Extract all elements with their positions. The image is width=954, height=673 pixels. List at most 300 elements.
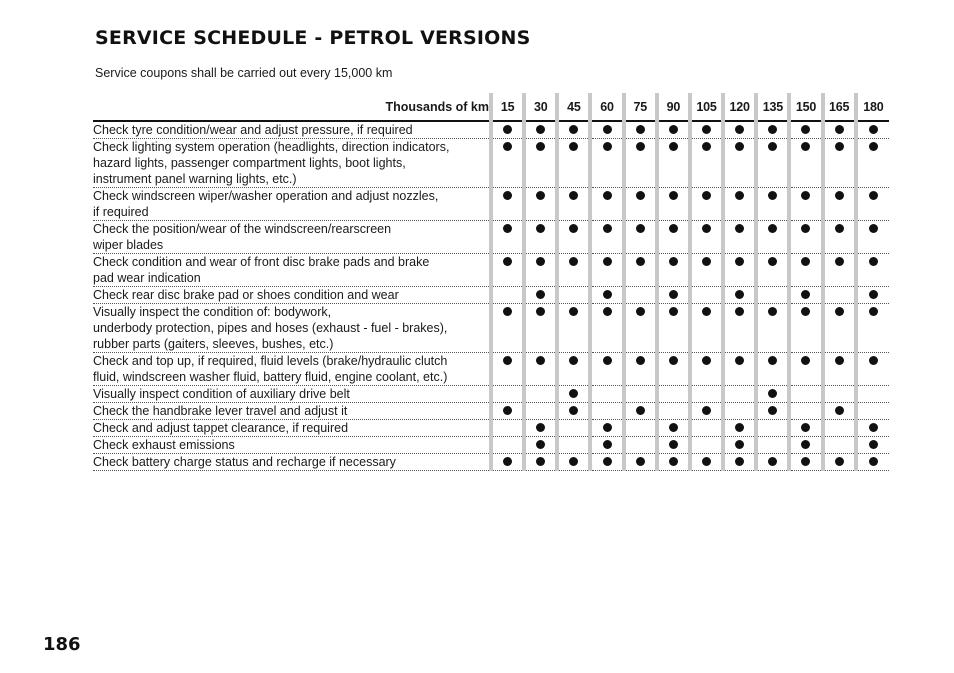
task-text-line: Check lighting system operation (headlights, direction indicators, <box>93 140 450 154</box>
schedule-cell <box>491 403 524 420</box>
schedule-cell <box>624 420 657 437</box>
service-schedule-table <box>93 93 889 471</box>
scheduled-dot-icon <box>702 191 711 200</box>
schedule-cell <box>524 437 557 454</box>
scheduled-dot-icon <box>801 290 810 299</box>
schedule-cell <box>690 287 723 304</box>
km-column-header: 75 <box>624 93 657 121</box>
km-column-header: 90 <box>657 93 690 121</box>
schedule-cell <box>690 386 723 403</box>
scheduled-dot-icon <box>768 457 777 466</box>
scheduled-dot-icon <box>636 257 645 266</box>
schedule-cell <box>756 188 789 221</box>
scheduled-dot-icon <box>768 191 777 200</box>
schedule-cell <box>723 121 756 139</box>
scheduled-dot-icon <box>636 406 645 415</box>
scheduled-dot-icon <box>702 307 711 316</box>
scheduled-dot-icon <box>536 356 545 365</box>
schedule-cell <box>690 221 723 254</box>
task-description <box>93 420 491 437</box>
km-header-label: Thousands of km <box>93 93 491 121</box>
scheduled-dot-icon <box>801 440 810 449</box>
schedule-cell <box>491 304 524 353</box>
scheduled-dot-icon <box>636 457 645 466</box>
scheduled-dot-icon <box>569 457 578 466</box>
scheduled-dot-icon <box>735 257 744 266</box>
schedule-cell <box>823 437 856 454</box>
schedule-cell <box>491 121 524 139</box>
table-row <box>93 353 889 386</box>
task-description <box>93 121 491 139</box>
schedule-cell <box>590 353 623 386</box>
task-text-line: Check battery charge status and recharge if necessary <box>93 455 396 469</box>
schedule-cell <box>756 386 789 403</box>
scheduled-dot-icon <box>869 356 878 365</box>
scheduled-dot-icon <box>503 457 512 466</box>
schedule-cell <box>657 353 690 386</box>
scheduled-dot-icon <box>735 307 744 316</box>
schedule-cell <box>789 454 822 471</box>
schedule-cell <box>856 454 889 471</box>
scheduled-dot-icon <box>869 257 878 266</box>
schedule-cell <box>756 221 789 254</box>
schedule-cell <box>723 420 756 437</box>
schedule-cell <box>723 403 756 420</box>
schedule-cell <box>590 420 623 437</box>
scheduled-dot-icon <box>636 307 645 316</box>
scheduled-dot-icon <box>503 142 512 151</box>
scheduled-dot-icon <box>801 457 810 466</box>
schedule-cell <box>491 420 524 437</box>
schedule-cell <box>723 353 756 386</box>
schedule-cell <box>789 139 822 188</box>
schedule-cell <box>657 254 690 287</box>
schedule-cell <box>624 437 657 454</box>
schedule-cell <box>823 420 856 437</box>
scheduled-dot-icon <box>603 142 612 151</box>
schedule-cell <box>524 221 557 254</box>
schedule-cell <box>856 121 889 139</box>
scheduled-dot-icon <box>835 224 844 233</box>
table-row <box>93 454 889 471</box>
schedule-cell <box>491 254 524 287</box>
km-column-header: 30 <box>524 93 557 121</box>
task-text-line: if required <box>93 205 149 219</box>
scheduled-dot-icon <box>503 191 512 200</box>
scheduled-dot-icon <box>536 125 545 134</box>
km-column-header: 105 <box>690 93 723 121</box>
scheduled-dot-icon <box>603 290 612 299</box>
schedule-cell <box>823 353 856 386</box>
schedule-cell <box>723 254 756 287</box>
schedule-cell <box>856 420 889 437</box>
scheduled-dot-icon <box>801 125 810 134</box>
task-description <box>93 287 491 304</box>
schedule-cell <box>491 353 524 386</box>
scheduled-dot-icon <box>536 191 545 200</box>
schedule-cell <box>789 304 822 353</box>
schedule-cell <box>624 121 657 139</box>
task-description <box>93 221 491 254</box>
schedule-cell <box>557 437 590 454</box>
schedule-cell <box>524 403 557 420</box>
schedule-cell <box>856 139 889 188</box>
schedule-cell <box>823 403 856 420</box>
schedule-cell <box>756 454 789 471</box>
task-text-line: Visually inspect condition of auxiliary drive belt <box>93 387 350 401</box>
task-text-line: wiper blades <box>93 238 164 252</box>
scheduled-dot-icon <box>768 406 777 415</box>
scheduled-dot-icon <box>735 142 744 151</box>
task-text-line: fluid, windscreen washer fluid, battery fluid, engine coolant, etc.) <box>93 370 448 384</box>
task-description <box>93 437 491 454</box>
scheduled-dot-icon <box>735 224 744 233</box>
schedule-cell <box>657 437 690 454</box>
scheduled-dot-icon <box>536 423 545 432</box>
task-description <box>93 139 491 188</box>
schedule-cell <box>856 188 889 221</box>
scheduled-dot-icon <box>669 142 678 151</box>
scheduled-dot-icon <box>569 224 578 233</box>
scheduled-dot-icon <box>835 191 844 200</box>
scheduled-dot-icon <box>702 406 711 415</box>
schedule-cell <box>723 386 756 403</box>
scheduled-dot-icon <box>835 257 844 266</box>
schedule-cell <box>690 420 723 437</box>
schedule-cell <box>590 403 623 420</box>
schedule-cell <box>756 139 789 188</box>
schedule-cell <box>524 254 557 287</box>
schedule-cell <box>723 139 756 188</box>
scheduled-dot-icon <box>869 440 878 449</box>
scheduled-dot-icon <box>835 406 844 415</box>
scheduled-dot-icon <box>702 356 711 365</box>
scheduled-dot-icon <box>735 356 744 365</box>
task-description <box>93 304 491 353</box>
schedule-cell <box>590 121 623 139</box>
scheduled-dot-icon <box>768 224 777 233</box>
schedule-cell <box>557 403 590 420</box>
schedule-cell <box>789 254 822 287</box>
schedule-cell <box>690 304 723 353</box>
schedule-cell <box>723 188 756 221</box>
scheduled-dot-icon <box>603 356 612 365</box>
schedule-cell <box>557 139 590 188</box>
schedule-cell <box>856 353 889 386</box>
scheduled-dot-icon <box>569 125 578 134</box>
schedule-cell <box>690 454 723 471</box>
schedule-cell <box>590 188 623 221</box>
schedule-cell <box>657 304 690 353</box>
task-description <box>93 254 491 287</box>
schedule-cell <box>723 221 756 254</box>
task-text-line: Check and adjust tappet clearance, if required <box>93 421 349 435</box>
schedule-cell <box>590 454 623 471</box>
schedule-cell <box>491 287 524 304</box>
table-row <box>93 221 889 254</box>
schedule-cell <box>624 139 657 188</box>
scheduled-dot-icon <box>702 125 711 134</box>
schedule-cell <box>590 221 623 254</box>
schedule-cell <box>690 254 723 287</box>
scheduled-dot-icon <box>869 307 878 316</box>
table-row <box>93 304 889 353</box>
scheduled-dot-icon <box>536 307 545 316</box>
schedule-cell <box>856 386 889 403</box>
km-column-header: 120 <box>723 93 756 121</box>
scheduled-dot-icon <box>603 307 612 316</box>
schedule-cell <box>524 287 557 304</box>
scheduled-dot-icon <box>669 191 678 200</box>
table-row <box>93 188 889 221</box>
table-row <box>93 386 889 403</box>
scheduled-dot-icon <box>603 191 612 200</box>
table-row <box>93 403 889 420</box>
page-title: SERVICE SCHEDULE - PETROL VERSIONS <box>95 27 531 49</box>
scheduled-dot-icon <box>735 290 744 299</box>
scheduled-dot-icon <box>768 307 777 316</box>
schedule-cell <box>524 353 557 386</box>
km-column-header: 150 <box>789 93 822 121</box>
schedule-cell <box>524 420 557 437</box>
schedule-cell <box>789 121 822 139</box>
schedule-cell <box>657 188 690 221</box>
schedule-cell <box>856 403 889 420</box>
schedule-cell <box>789 287 822 304</box>
schedule-cell <box>823 386 856 403</box>
scheduled-dot-icon <box>603 125 612 134</box>
schedule-cell <box>756 420 789 437</box>
scheduled-dot-icon <box>603 423 612 432</box>
schedule-cell <box>491 386 524 403</box>
scheduled-dot-icon <box>569 142 578 151</box>
scheduled-dot-icon <box>869 423 878 432</box>
schedule-cell <box>624 386 657 403</box>
scheduled-dot-icon <box>669 125 678 134</box>
scheduled-dot-icon <box>835 307 844 316</box>
schedule-cell <box>789 437 822 454</box>
scheduled-dot-icon <box>801 191 810 200</box>
schedule-cell <box>624 254 657 287</box>
scheduled-dot-icon <box>869 142 878 151</box>
schedule-cell <box>690 403 723 420</box>
scheduled-dot-icon <box>801 307 810 316</box>
scheduled-dot-icon <box>636 191 645 200</box>
scheduled-dot-icon <box>768 257 777 266</box>
scheduled-dot-icon <box>768 142 777 151</box>
schedule-cell <box>557 454 590 471</box>
schedule-cell <box>624 454 657 471</box>
scheduled-dot-icon <box>536 257 545 266</box>
schedule-cell <box>557 304 590 353</box>
schedule-cell <box>856 304 889 353</box>
schedule-cell <box>557 188 590 221</box>
scheduled-dot-icon <box>503 307 512 316</box>
scheduled-dot-icon <box>669 257 678 266</box>
schedule-cell <box>856 221 889 254</box>
schedule-cell <box>557 287 590 304</box>
schedule-cell <box>657 287 690 304</box>
scheduled-dot-icon <box>669 356 678 365</box>
schedule-cell <box>624 221 657 254</box>
schedule-cell <box>524 121 557 139</box>
schedule-cell <box>756 403 789 420</box>
schedule-cell <box>657 454 690 471</box>
schedule-cell <box>657 386 690 403</box>
schedule-cell <box>624 287 657 304</box>
scheduled-dot-icon <box>735 423 744 432</box>
scheduled-dot-icon <box>536 440 545 449</box>
scheduled-dot-icon <box>835 142 844 151</box>
task-text-line: Check the position/wear of the windscreen/rearscreen <box>93 222 392 236</box>
scheduled-dot-icon <box>569 356 578 365</box>
scheduled-dot-icon <box>735 125 744 134</box>
scheduled-dot-icon <box>603 440 612 449</box>
km-column-header: 135 <box>756 93 789 121</box>
scheduled-dot-icon <box>669 290 678 299</box>
scheduled-dot-icon <box>869 191 878 200</box>
scheduled-dot-icon <box>669 457 678 466</box>
task-description <box>93 386 491 403</box>
schedule-cell <box>524 139 557 188</box>
table-row <box>93 121 889 139</box>
task-text-line: Check rear disc brake pad or shoes condition and wear <box>93 288 399 302</box>
scheduled-dot-icon <box>636 125 645 134</box>
scheduled-dot-icon <box>669 224 678 233</box>
schedule-cell <box>823 304 856 353</box>
task-text-line: Visually inspect the condition of: bodywork, <box>93 305 332 319</box>
task-text-line: Check windscreen wiper/washer operation and adjust nozzles, <box>93 189 439 203</box>
task-text-line: Check the handbrake lever travel and adjust it <box>93 404 348 418</box>
schedule-cell <box>590 139 623 188</box>
schedule-cell <box>823 188 856 221</box>
scheduled-dot-icon <box>569 257 578 266</box>
scheduled-dot-icon <box>801 224 810 233</box>
km-column-header: 165 <box>823 93 856 121</box>
schedule-cell <box>491 188 524 221</box>
scheduled-dot-icon <box>536 457 545 466</box>
schedule-cell <box>723 287 756 304</box>
task-description <box>93 454 491 471</box>
table-row <box>93 437 889 454</box>
scheduled-dot-icon <box>569 307 578 316</box>
scheduled-dot-icon <box>869 457 878 466</box>
schedule-cell <box>789 188 822 221</box>
schedule-cell <box>657 403 690 420</box>
scheduled-dot-icon <box>801 423 810 432</box>
scheduled-dot-icon <box>603 224 612 233</box>
schedule-cell <box>557 121 590 139</box>
scheduled-dot-icon <box>835 356 844 365</box>
scheduled-dot-icon <box>669 307 678 316</box>
schedule-cell <box>756 353 789 386</box>
schedule-cell <box>557 353 590 386</box>
schedule-cell <box>789 386 822 403</box>
schedule-cell <box>823 139 856 188</box>
schedule-cell <box>657 221 690 254</box>
scheduled-dot-icon <box>503 356 512 365</box>
task-description <box>93 188 491 221</box>
scheduled-dot-icon <box>636 356 645 365</box>
schedule-cell <box>491 139 524 188</box>
scheduled-dot-icon <box>569 406 578 415</box>
scheduled-dot-icon <box>801 142 810 151</box>
schedule-cell <box>756 254 789 287</box>
task-text-line: Check and top up, if required, fluid levels (brake/hydraulic clutch <box>93 354 448 368</box>
schedule-cell <box>823 287 856 304</box>
scheduled-dot-icon <box>569 191 578 200</box>
schedule-cell <box>789 353 822 386</box>
schedule-cell <box>624 403 657 420</box>
scheduled-dot-icon <box>869 125 878 134</box>
schedule-cell <box>557 420 590 437</box>
task-text-line: hazard lights, passenger compartment lights, boot lights, <box>93 156 406 170</box>
scheduled-dot-icon <box>536 142 545 151</box>
schedule-cell <box>624 304 657 353</box>
schedule-cell <box>856 287 889 304</box>
schedule-cell <box>856 254 889 287</box>
scheduled-dot-icon <box>603 457 612 466</box>
scheduled-dot-icon <box>702 457 711 466</box>
schedule-cell <box>557 221 590 254</box>
schedule-cell <box>690 353 723 386</box>
schedule-cell <box>723 437 756 454</box>
table-row <box>93 420 889 437</box>
schedule-cell <box>590 386 623 403</box>
scheduled-dot-icon <box>735 440 744 449</box>
schedule-cell <box>657 139 690 188</box>
schedule-cell <box>823 254 856 287</box>
table-row <box>93 139 889 188</box>
task-text-line: pad wear indication <box>93 271 201 285</box>
km-column-header: 60 <box>590 93 623 121</box>
scheduled-dot-icon <box>735 191 744 200</box>
schedule-cell <box>856 437 889 454</box>
schedule-cell <box>690 437 723 454</box>
schedule-cell <box>690 188 723 221</box>
task-description <box>93 353 491 386</box>
scheduled-dot-icon <box>503 406 512 415</box>
scheduled-dot-icon <box>702 257 711 266</box>
scheduled-dot-icon <box>768 389 777 398</box>
table-header-row <box>93 93 889 121</box>
schedule-cell <box>524 386 557 403</box>
scheduled-dot-icon <box>801 257 810 266</box>
page-subtitle: Service coupons shall be carried out every 15,000 km <box>95 66 393 80</box>
scheduled-dot-icon <box>835 125 844 134</box>
scheduled-dot-icon <box>702 224 711 233</box>
schedule-cell <box>590 304 623 353</box>
schedule-cell <box>624 188 657 221</box>
schedule-cell <box>690 139 723 188</box>
schedule-cell <box>789 403 822 420</box>
scheduled-dot-icon <box>603 257 612 266</box>
scheduled-dot-icon <box>869 224 878 233</box>
scheduled-dot-icon <box>835 457 844 466</box>
schedule-cell <box>557 386 590 403</box>
scheduled-dot-icon <box>702 142 711 151</box>
schedule-cell <box>491 437 524 454</box>
schedule-cell <box>756 287 789 304</box>
scheduled-dot-icon <box>669 423 678 432</box>
schedule-cell <box>491 221 524 254</box>
task-text-line: Check exhaust emissions <box>93 438 235 452</box>
scheduled-dot-icon <box>536 224 545 233</box>
page-number: 186 <box>43 634 81 655</box>
scheduled-dot-icon <box>669 440 678 449</box>
schedule-cell <box>590 287 623 304</box>
schedule-cell <box>690 121 723 139</box>
